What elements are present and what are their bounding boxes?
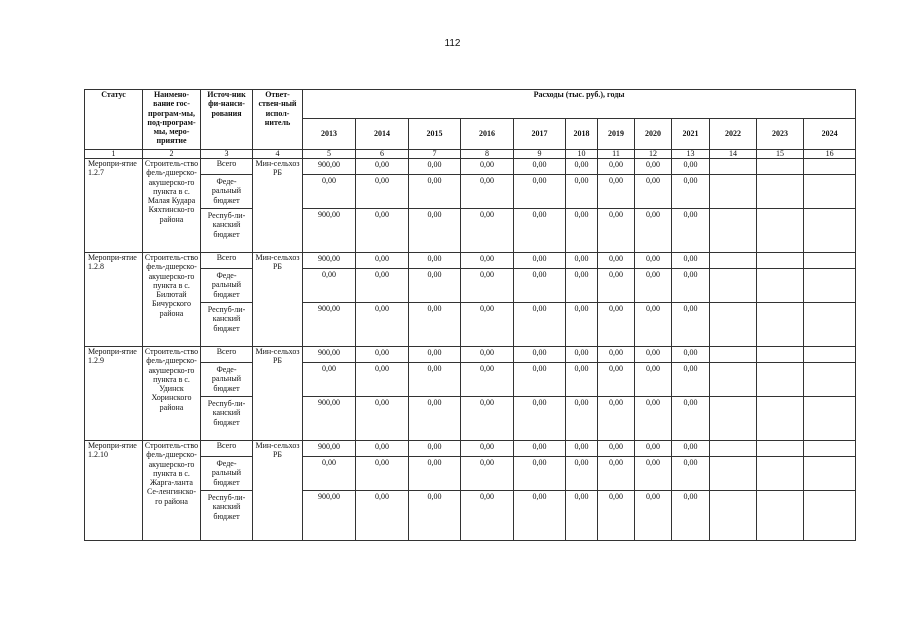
expense-value: 0,00 <box>461 175 514 209</box>
expense-value: 0,00 <box>598 269 635 303</box>
header-year: 2016 <box>461 119 514 150</box>
empty-expense-cell <box>804 397 856 441</box>
expense-value: 0,00 <box>598 397 635 441</box>
empty-expense-cell <box>804 269 856 303</box>
expense-value: 0,00 <box>461 397 514 441</box>
empty-expense-cell <box>710 347 757 363</box>
expense-value: 0,00 <box>409 347 461 363</box>
expense-value: 0,00 <box>514 363 566 397</box>
funding-source: Всего <box>201 347 253 363</box>
expense-value: 0,00 <box>598 303 635 347</box>
budget-table <box>84 89 856 541</box>
expense-value: 0,00 <box>672 363 710 397</box>
expense-value: 0,00 <box>672 397 710 441</box>
column-number: 1 <box>85 150 143 159</box>
funding-source: Респуб-ли-канский бюджет <box>201 491 253 541</box>
header-year: 2014 <box>356 119 409 150</box>
expense-value: 0,00 <box>356 175 409 209</box>
header-year: 2019 <box>598 119 635 150</box>
empty-expense-cell <box>804 491 856 541</box>
empty-expense-cell <box>804 303 856 347</box>
expense-value: 900,00 <box>303 303 356 347</box>
responsible-executor: Мин-сельхоз РБ <box>253 347 303 441</box>
table-row <box>85 363 856 397</box>
activity-name: Строитель-ство фель-дшерско-акушерско-го пункта в с. Билютай Бичурского района <box>143 253 201 347</box>
empty-expense-cell <box>757 209 804 253</box>
empty-expense-cell <box>804 363 856 397</box>
expense-value: 0,00 <box>598 209 635 253</box>
table-row <box>85 159 856 175</box>
activity-name: Строитель-ство фель-дшерско-акушерско-го пункта в с. Удинск Хоринского района <box>143 347 201 441</box>
expense-value: 0,00 <box>566 347 598 363</box>
empty-expense-cell <box>710 253 757 269</box>
responsible-executor: Мин-сельхоз РБ <box>253 441 303 541</box>
expense-value: 0,00 <box>409 457 461 491</box>
expense-value: 0,00 <box>566 441 598 457</box>
expense-value: 0,00 <box>461 159 514 175</box>
table-row <box>85 175 856 209</box>
funding-source: Всего <box>201 441 253 457</box>
empty-expense-cell <box>710 397 757 441</box>
column-number: 3 <box>201 150 253 159</box>
empty-expense-cell <box>710 209 757 253</box>
expense-value: 0,00 <box>303 363 356 397</box>
expense-value: 0,00 <box>409 175 461 209</box>
column-number: 10 <box>566 150 598 159</box>
table-row <box>85 209 856 253</box>
header-year: 2021 <box>672 119 710 150</box>
expense-value: 0,00 <box>635 363 672 397</box>
expense-value: 0,00 <box>409 159 461 175</box>
funding-source: Респуб-ли-канский бюджет <box>201 397 253 441</box>
expense-value: 0,00 <box>566 363 598 397</box>
expense-value: 0,00 <box>514 159 566 175</box>
expense-value: 900,00 <box>303 159 356 175</box>
column-number: 7 <box>409 150 461 159</box>
expense-value: 0,00 <box>598 363 635 397</box>
expense-value: 0,00 <box>672 347 710 363</box>
table-row <box>85 441 856 457</box>
expense-value: 0,00 <box>356 441 409 457</box>
expense-value: 0,00 <box>356 347 409 363</box>
expense-value: 0,00 <box>566 303 598 347</box>
expense-value: 0,00 <box>566 457 598 491</box>
expense-value: 0,00 <box>461 303 514 347</box>
expense-value: 0,00 <box>566 175 598 209</box>
header-source: Источ-ник фи-нанси-рования <box>201 90 253 150</box>
expense-value: 0,00 <box>635 397 672 441</box>
empty-expense-cell <box>757 269 804 303</box>
empty-expense-cell <box>710 269 757 303</box>
funding-source: Респуб-ли-канский бюджет <box>201 209 253 253</box>
expense-value: 0,00 <box>461 269 514 303</box>
expense-value: 0,00 <box>409 303 461 347</box>
column-number: 2 <box>143 150 201 159</box>
expense-value: 0,00 <box>356 209 409 253</box>
empty-expense-cell <box>804 347 856 363</box>
funding-source: Всего <box>201 159 253 175</box>
activity-name: Строитель-ство фель-дшерско-акушерско-го пункта в с. Жарга-ланта Се-ленгинско-го района <box>143 441 201 541</box>
empty-expense-cell <box>757 175 804 209</box>
expense-value: 0,00 <box>598 175 635 209</box>
expense-value: 0,00 <box>598 441 635 457</box>
column-number: 14 <box>710 150 757 159</box>
expense-value: 0,00 <box>356 253 409 269</box>
empty-expense-cell <box>710 441 757 457</box>
empty-expense-cell <box>757 441 804 457</box>
expense-value: 0,00 <box>672 175 710 209</box>
expense-value: 0,00 <box>598 347 635 363</box>
expense-value: 0,00 <box>566 159 598 175</box>
empty-expense-cell <box>710 457 757 491</box>
empty-expense-cell <box>710 175 757 209</box>
expense-value: 0,00 <box>356 303 409 347</box>
expense-value: 0,00 <box>461 491 514 541</box>
expense-value: 0,00 <box>303 269 356 303</box>
header-year: 2013 <box>303 119 356 150</box>
responsible-executor: Мин-сельхоз РБ <box>253 159 303 253</box>
expense-value: 900,00 <box>303 347 356 363</box>
column-number: 6 <box>356 150 409 159</box>
empty-expense-cell <box>804 175 856 209</box>
table-row <box>85 457 856 491</box>
expense-value: 0,00 <box>409 441 461 457</box>
funding-source: Респуб-ли-канский бюджет <box>201 303 253 347</box>
expense-value: 0,00 <box>635 253 672 269</box>
expense-value: 0,00 <box>461 441 514 457</box>
column-number: 15 <box>757 150 804 159</box>
empty-expense-cell <box>757 159 804 175</box>
expense-value: 0,00 <box>356 159 409 175</box>
expense-value: 0,00 <box>356 397 409 441</box>
expense-value: 0,00 <box>514 209 566 253</box>
empty-expense-cell <box>804 159 856 175</box>
table-row <box>85 303 856 347</box>
expense-value: 0,00 <box>409 491 461 541</box>
expense-value: 900,00 <box>303 209 356 253</box>
activity-name: Строитель-ство фель-дшерско-акушерско-го пункта в с. Малая Кудара Кяхтинско-го района <box>143 159 201 253</box>
expense-value: 0,00 <box>409 253 461 269</box>
expense-value: 900,00 <box>303 491 356 541</box>
expense-value: 0,00 <box>635 175 672 209</box>
expense-value: 0,00 <box>356 363 409 397</box>
expense-value: 0,00 <box>672 159 710 175</box>
header-year: 2017 <box>514 119 566 150</box>
header-expenses: Расходы (тыс. руб.), годы <box>303 90 856 119</box>
expense-value: 0,00 <box>356 457 409 491</box>
empty-expense-cell <box>757 397 804 441</box>
empty-expense-cell <box>710 159 757 175</box>
activity-status: Меропри-ятие 1.2.9 <box>85 347 143 441</box>
expense-value: 0,00 <box>461 209 514 253</box>
table-row <box>85 347 856 363</box>
expense-value: 0,00 <box>514 457 566 491</box>
expense-value: 0,00 <box>303 457 356 491</box>
expense-value: 900,00 <box>303 253 356 269</box>
column-number: 5 <box>303 150 356 159</box>
expense-value: 0,00 <box>672 209 710 253</box>
expense-value: 0,00 <box>635 303 672 347</box>
empty-expense-cell <box>757 303 804 347</box>
expense-value: 0,00 <box>461 457 514 491</box>
header-year: 2022 <box>710 119 757 150</box>
funding-source: Феде-ральный бюджет <box>201 175 253 209</box>
empty-expense-cell <box>804 209 856 253</box>
expense-value: 0,00 <box>356 491 409 541</box>
header-name: Наимено-вание гос-програм-мы, под-програм-мы, меро-приятие <box>143 90 201 150</box>
table-row <box>85 269 856 303</box>
expense-value: 0,00 <box>356 269 409 303</box>
expense-value: 900,00 <box>303 441 356 457</box>
header-year: 2018 <box>566 119 598 150</box>
expense-value: 0,00 <box>635 159 672 175</box>
funding-source: Феде-ральный бюджет <box>201 363 253 397</box>
expense-value: 0,00 <box>672 441 710 457</box>
header-executor: Ответ-ствен-ный испол-нитель <box>253 90 303 150</box>
header-status: Статус <box>85 90 143 150</box>
header-year: 2015 <box>409 119 461 150</box>
expense-value: 0,00 <box>566 491 598 541</box>
empty-expense-cell <box>710 363 757 397</box>
empty-expense-cell <box>757 363 804 397</box>
expense-value: 0,00 <box>635 441 672 457</box>
expense-value: 0,00 <box>672 457 710 491</box>
expense-value: 0,00 <box>514 269 566 303</box>
expense-value: 0,00 <box>635 269 672 303</box>
expense-value: 0,00 <box>635 491 672 541</box>
responsible-executor: Мин-сельхоз РБ <box>253 253 303 347</box>
header-year: 2024 <box>804 119 856 150</box>
expense-value: 0,00 <box>514 347 566 363</box>
empty-expense-cell <box>757 457 804 491</box>
expense-value: 0,00 <box>566 253 598 269</box>
column-number: 13 <box>672 150 710 159</box>
activity-status: Меропри-ятие 1.2.8 <box>85 253 143 347</box>
expense-value: 0,00 <box>461 363 514 397</box>
expense-value: 0,00 <box>566 209 598 253</box>
column-number: 4 <box>253 150 303 159</box>
expense-value: 0,00 <box>514 175 566 209</box>
column-number: 16 <box>804 150 856 159</box>
column-number: 9 <box>514 150 566 159</box>
empty-expense-cell <box>757 491 804 541</box>
funding-source: Феде-ральный бюджет <box>201 269 253 303</box>
empty-expense-cell <box>710 303 757 347</box>
column-number: 8 <box>461 150 514 159</box>
expense-value: 0,00 <box>598 457 635 491</box>
column-numbers-row <box>85 150 856 159</box>
empty-expense-cell <box>757 253 804 269</box>
expense-value: 0,00 <box>514 397 566 441</box>
empty-expense-cell <box>804 457 856 491</box>
expense-value: 0,00 <box>598 253 635 269</box>
column-number: 11 <box>598 150 635 159</box>
expense-value: 0,00 <box>598 159 635 175</box>
header-year: 2020 <box>635 119 672 150</box>
empty-expense-cell <box>757 347 804 363</box>
expense-value: 0,00 <box>672 269 710 303</box>
empty-expense-cell <box>804 441 856 457</box>
expense-value: 0,00 <box>461 253 514 269</box>
expense-value: 0,00 <box>566 269 598 303</box>
expense-value: 0,00 <box>514 303 566 347</box>
activity-status: Меропри-ятие 1.2.10 <box>85 441 143 541</box>
header-year: 2023 <box>757 119 804 150</box>
expense-value: 0,00 <box>566 397 598 441</box>
empty-expense-cell <box>804 253 856 269</box>
funding-source: Всего <box>201 253 253 269</box>
expense-value: 0,00 <box>635 347 672 363</box>
expense-value: 0,00 <box>672 491 710 541</box>
table-row <box>85 253 856 269</box>
expense-value: 900,00 <box>303 397 356 441</box>
expense-value: 0,00 <box>635 209 672 253</box>
expense-value: 0,00 <box>409 269 461 303</box>
activity-status: Меропри-ятие 1.2.7 <box>85 159 143 253</box>
expense-value: 0,00 <box>672 253 710 269</box>
expense-value: 0,00 <box>409 209 461 253</box>
empty-expense-cell <box>710 491 757 541</box>
column-number: 12 <box>635 150 672 159</box>
expense-value: 0,00 <box>409 363 461 397</box>
expense-value: 0,00 <box>514 253 566 269</box>
page-number: 112 <box>444 38 461 49</box>
table-row <box>85 397 856 441</box>
expense-value: 0,00 <box>598 491 635 541</box>
expense-value: 0,00 <box>672 303 710 347</box>
expense-value: 0,00 <box>409 397 461 441</box>
expense-value: 0,00 <box>461 347 514 363</box>
expense-value: 0,00 <box>635 457 672 491</box>
table-row <box>85 491 856 541</box>
header-row <box>85 90 856 119</box>
funding-source: Феде-ральный бюджет <box>201 457 253 491</box>
expense-value: 0,00 <box>303 175 356 209</box>
expense-value: 0,00 <box>514 441 566 457</box>
expense-value: 0,00 <box>514 491 566 541</box>
